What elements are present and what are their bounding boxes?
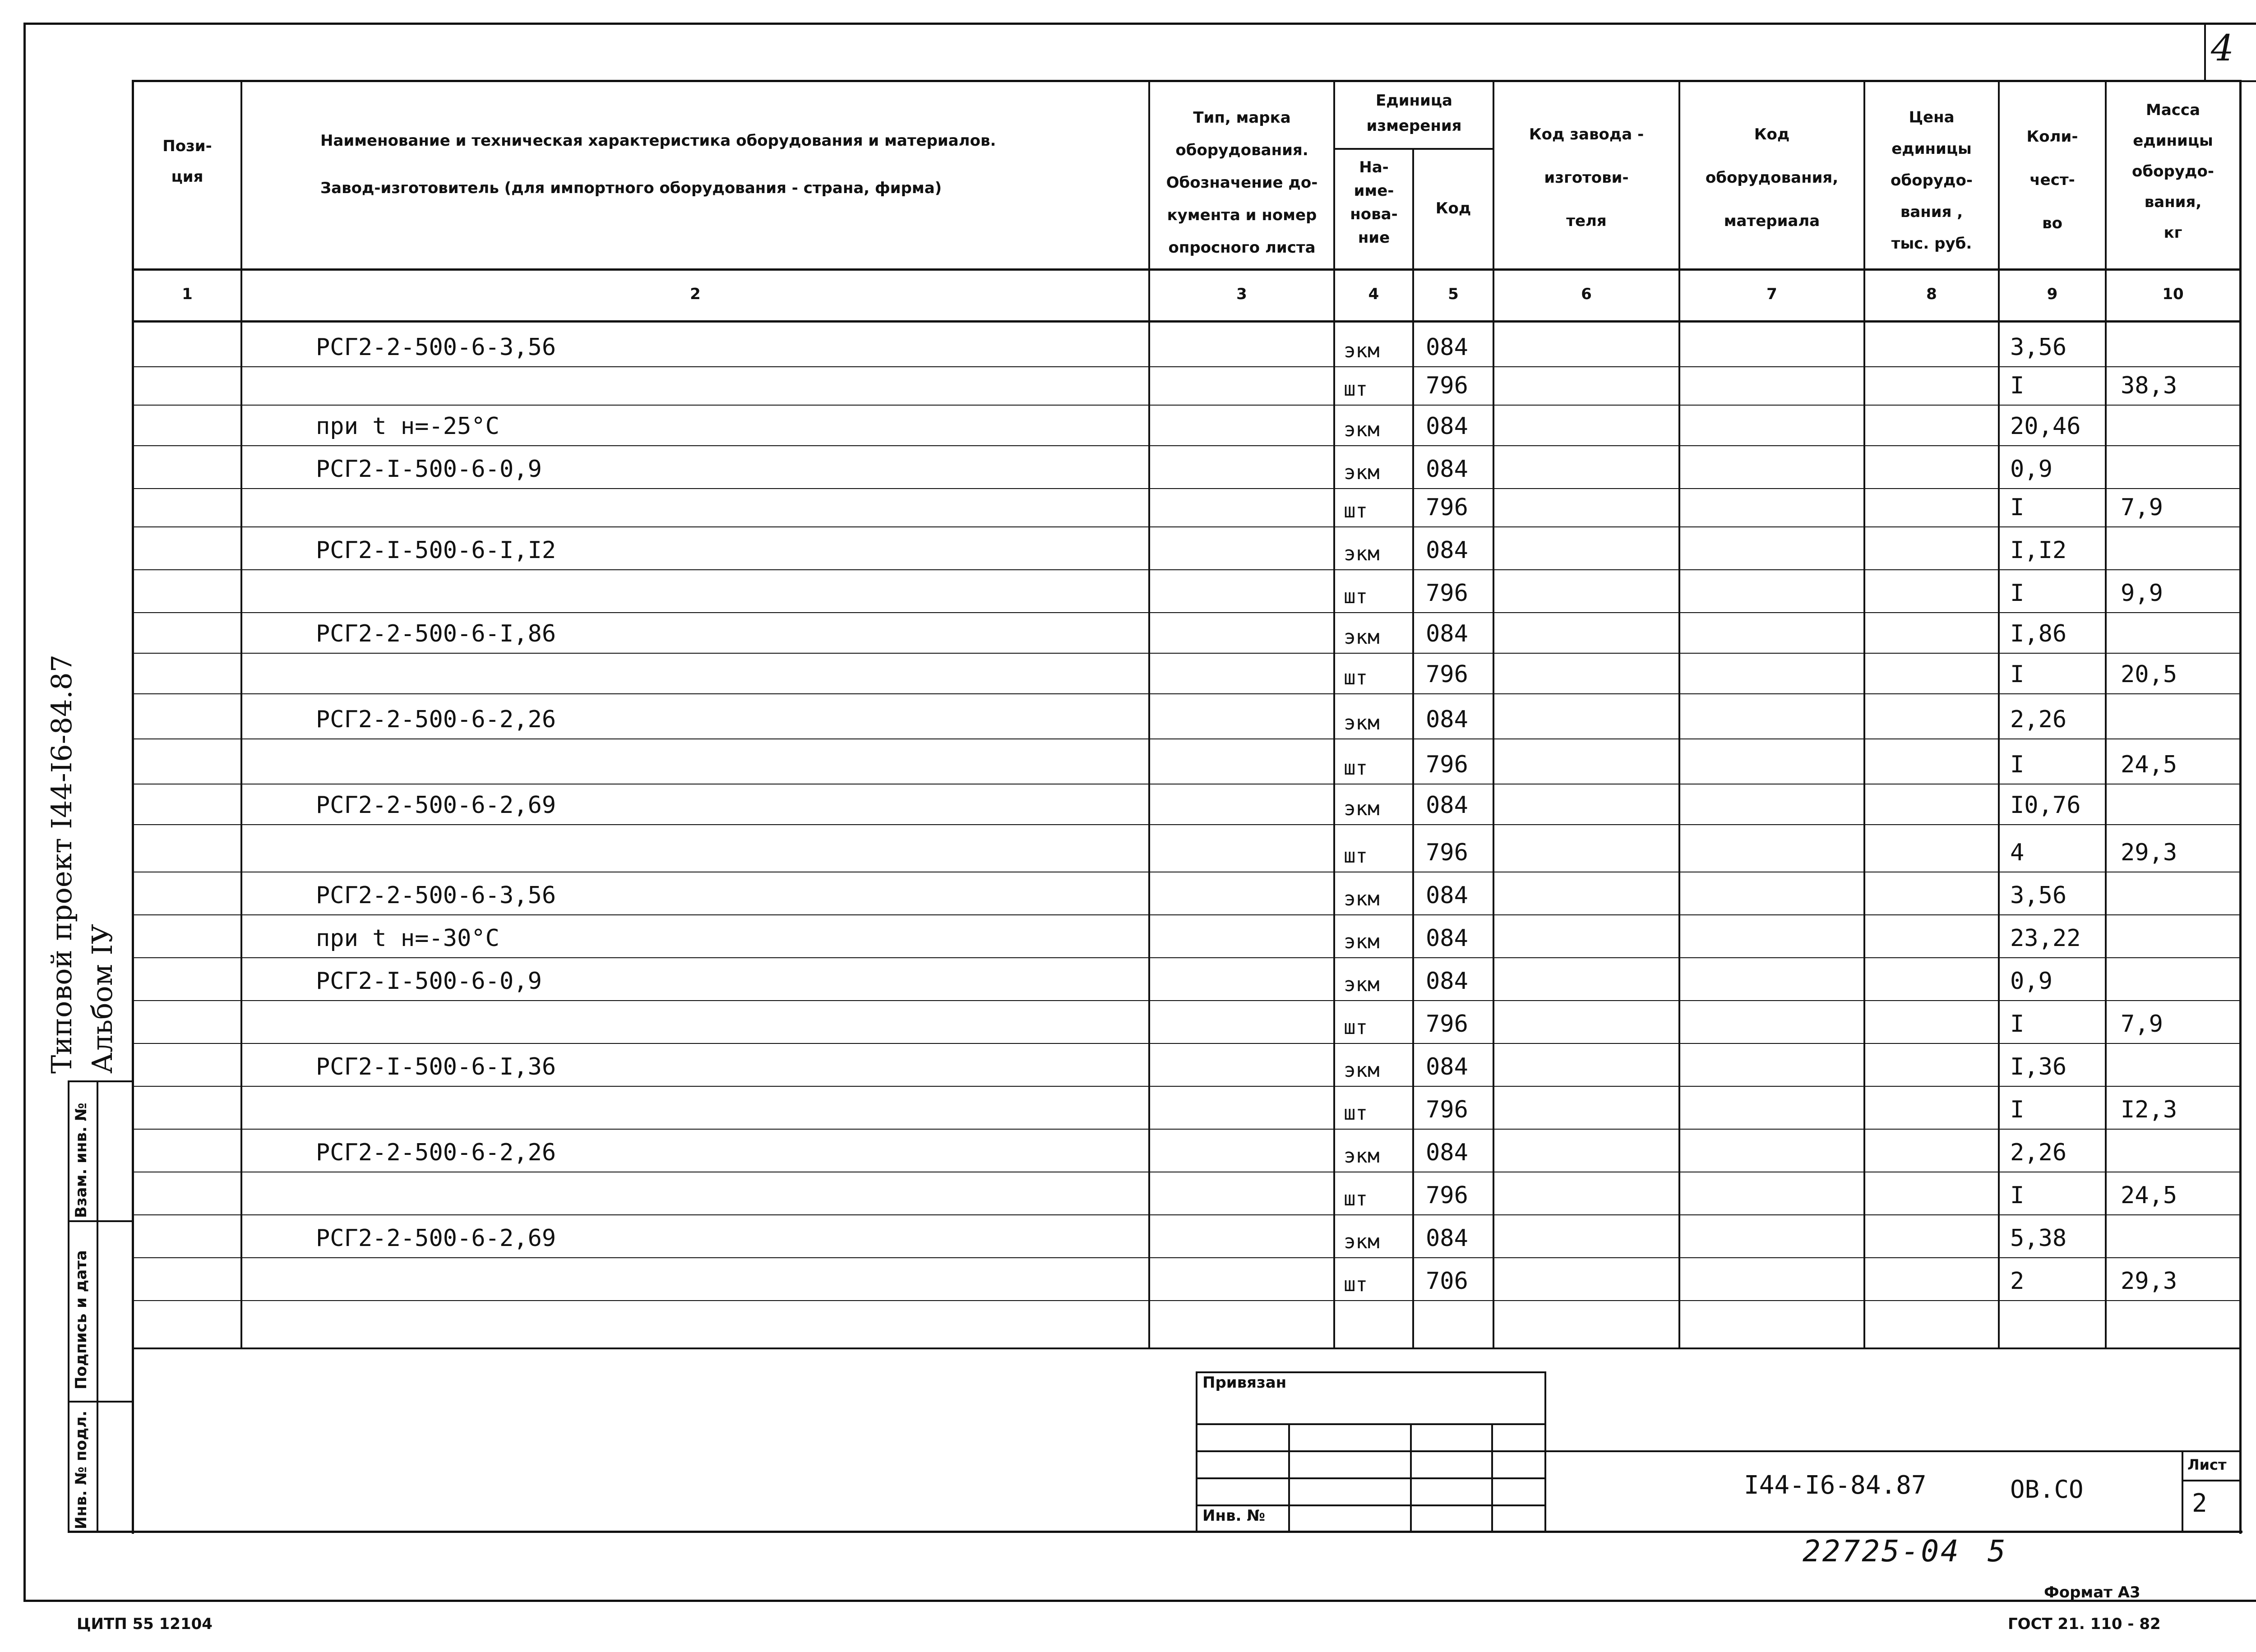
header-col8: Цена единицы оборудо- вания , тыс. руб. (1891, 108, 1973, 253)
row-qty: I,36 (2010, 1053, 2067, 1080)
row-name: РСГ2-I-500-6-I,36 (316, 1053, 556, 1080)
row-mass: 9,9 (2121, 580, 2163, 607)
row-qty: I (2010, 372, 2025, 399)
row-unit: шт (1344, 1187, 1368, 1210)
row-unit: шт (1344, 1273, 1368, 1296)
col-number-4: 4 (1368, 285, 1379, 303)
row-name: РСГ2-2-500-6-I,86 (316, 620, 556, 647)
row-unit: экм (1344, 339, 1380, 362)
row-unit: экм (1344, 973, 1380, 996)
row-code: 796 (1426, 1096, 1468, 1123)
row-code: 084 (1426, 706, 1468, 733)
row-mass: 29,3 (2121, 1268, 2177, 1295)
table-right (2239, 80, 2242, 1534)
row-separator (134, 824, 2239, 825)
row-separator (134, 957, 2239, 958)
row-unit: экм (1344, 1230, 1380, 1253)
col-number-3: 3 (1236, 285, 1247, 303)
row-unit: экм (1344, 887, 1380, 910)
list-value: 2 (2192, 1489, 2207, 1518)
bottom-frame-line (68, 1531, 2242, 1533)
row-unit: шт (1344, 585, 1368, 608)
row-code: 796 (1426, 1011, 1468, 1038)
podpis-data-label: Подпись и дата (72, 1250, 90, 1389)
row-name: РСГ2-2-500-6-2,69 (316, 792, 556, 819)
row-separator (134, 738, 2239, 739)
row-name: РСГ2-I-500-6-0,9 (316, 968, 542, 995)
row-separator (134, 1000, 2239, 1001)
row-qty: I,86 (2010, 620, 2067, 647)
header-col6: Код завода - изготови- теля (1529, 125, 1644, 230)
row-unit: шт (1344, 757, 1368, 780)
row-unit: шт (1344, 499, 1368, 522)
row-code: 796 (1426, 839, 1468, 866)
col-number-9: 9 (2047, 285, 2058, 303)
row-code: 084 (1426, 537, 1468, 564)
format-label: Формат А3 (2044, 1583, 2140, 1601)
row-mass: 7,9 (2121, 1011, 2163, 1038)
row-qty: I (2010, 1011, 2025, 1038)
col-number-5: 5 (1448, 285, 1459, 303)
row-mass: I2,3 (2121, 1096, 2177, 1123)
col-number-2: 2 (690, 285, 701, 303)
header-col2-line1: Наименование и техническая характеристика оборудования и материалов. (320, 132, 996, 150)
header-col4: На- име- нова- ние (1350, 158, 1398, 247)
row-separator (134, 366, 2239, 367)
row-code: 796 (1426, 1182, 1468, 1209)
frame-bottom (23, 1600, 2256, 1602)
row-qty: I (2010, 1182, 2025, 1209)
album-vertical: Альбом IУ (86, 924, 119, 1074)
row-separator (134, 1257, 2239, 1258)
row-unit: экм (1344, 418, 1380, 441)
row-code: 084 (1426, 334, 1468, 361)
project-title-vertical: Типовой проект I44-I6-84.87 (45, 654, 78, 1074)
row-separator (134, 526, 2239, 527)
frame-top (23, 23, 2256, 25)
row-unit: экм (1344, 797, 1380, 820)
header-col5: Код (1435, 199, 1471, 217)
row-name: при t н=-30°C (316, 925, 499, 952)
row-code: 084 (1426, 620, 1468, 647)
doc-code: I44-I6-84.87 (1744, 1471, 1927, 1500)
inv-podl-label: Инв. № подл. (72, 1410, 90, 1529)
vzam-inv-label: Взам. инв. № (72, 1103, 90, 1218)
row-unit: шт (1344, 1016, 1368, 1039)
row-unit: шт (1344, 666, 1368, 689)
col-number-6: 6 (1581, 285, 1592, 303)
row-qty: I0,76 (2010, 792, 2081, 819)
row-qty: 20,46 (2010, 413, 2081, 440)
row-name: при t н=-25°C (316, 413, 499, 440)
header-col2-line2: Завод-изготовитель (для импортного оборудования - страна, фирма) (320, 179, 942, 197)
row-code: 084 (1426, 792, 1468, 819)
row-code: 084 (1426, 413, 1468, 440)
row-qty: I (2010, 661, 2025, 688)
row-separator (134, 488, 2239, 489)
row-qty: I,I2 (2010, 537, 2067, 564)
row-separator (134, 693, 2239, 694)
header-col9: Коли- чест- во (2026, 128, 2078, 232)
row-code: 796 (1426, 494, 1468, 521)
row-separator (134, 405, 2239, 406)
row-code: 084 (1426, 1139, 1468, 1166)
row-code: 084 (1426, 882, 1468, 909)
row-unit: экм (1344, 1144, 1380, 1167)
row-qty: 3,56 (2010, 334, 2067, 361)
row-unit: экм (1344, 626, 1380, 649)
frame-left (23, 23, 26, 1601)
table-top (132, 80, 2242, 82)
row-code: 084 (1426, 1225, 1468, 1252)
row-qty: I (2010, 494, 2025, 521)
footer-left: ЦИТП 55 12104 (77, 1615, 213, 1633)
row-qty: 2,26 (2010, 706, 2067, 733)
row-name: РСГ2-2-500-6-2,69 (316, 1225, 556, 1252)
row-mass: 38,3 (2121, 372, 2177, 399)
row-mass: 7,9 (2121, 494, 2163, 521)
row-name: РСГ2-I-500-6-0,9 (316, 456, 542, 483)
row-separator (134, 1214, 2239, 1215)
row-unit: экм (1344, 542, 1380, 565)
row-unit: экм (1344, 1059, 1380, 1082)
row-separator (134, 653, 2239, 654)
row-unit: экм (1344, 711, 1380, 734)
row-code: 706 (1426, 1268, 1468, 1295)
header-col3: Тип, марка оборудования. Обозначение до- кумента и номер опросного листа (1166, 109, 1318, 257)
header-col45: Единица измерения (1366, 92, 1462, 135)
row-qty: 23,22 (2010, 925, 2081, 952)
row-qty: 3,56 (2010, 882, 2067, 909)
row-name: РСГ2-2-500-6-2,26 (316, 706, 556, 733)
row-qty: 4 (2010, 839, 2025, 866)
row-unit: шт (1344, 844, 1368, 868)
header-col1: Пози- ция (162, 137, 212, 186)
row-name: РСГ2-2-500-6-3,56 (316, 882, 556, 909)
archive-sheet: 5 (1988, 1534, 2006, 1569)
list-label: Лист (2187, 1456, 2227, 1473)
row-code: 796 (1426, 751, 1468, 778)
row-unit: шт (1344, 1102, 1368, 1125)
privyazan-label: Привязан (1202, 1374, 1287, 1392)
row-qty: I (2010, 751, 2025, 778)
row-qty: 0,9 (2010, 456, 2053, 483)
row-name: РСГ2-2-500-6-2,26 (316, 1139, 556, 1166)
row-mass: 24,5 (2121, 751, 2177, 778)
row-mass: 29,3 (2121, 839, 2177, 866)
row-separator (134, 914, 2239, 915)
row-code: 796 (1426, 580, 1468, 607)
inv-no-label: Инв. № (1202, 1507, 1266, 1525)
row-unit: экм (1344, 461, 1380, 484)
row-separator (134, 1086, 2239, 1087)
row-mass: 24,5 (2121, 1182, 2177, 1209)
row-name: РСГ2-2-500-6-3,56 (316, 334, 556, 361)
archive-number: 22725-04 (1803, 1534, 1960, 1569)
row-unit: экм (1344, 930, 1380, 953)
row-qty: 2 (2010, 1268, 2025, 1295)
row-code: 084 (1426, 968, 1468, 995)
row-separator (134, 612, 2239, 613)
row-code: 084 (1426, 1053, 1468, 1080)
row-qty: 5,38 (2010, 1225, 2067, 1252)
sheet-corner-number: 4 (2211, 27, 2234, 69)
header-col7: Код оборудования, материала (1705, 125, 1839, 230)
row-separator (134, 1300, 2239, 1301)
col-number-1: 1 (182, 285, 193, 303)
row-qty: I (2010, 1096, 2025, 1123)
row-code: 084 (1426, 456, 1468, 483)
row-code: 796 (1426, 372, 1468, 399)
col-number-8: 8 (1926, 285, 1937, 303)
header-col10: Масса единицы оборудо- вания, кг (2132, 101, 2214, 242)
row-separator (134, 445, 2239, 446)
row-separator (134, 1043, 2239, 1044)
row-qty: 2,26 (2010, 1139, 2067, 1166)
row-name: РСГ2-I-500-6-I,I2 (316, 537, 556, 564)
col-number-10: 10 (2162, 285, 2184, 303)
row-unit: шт (1344, 378, 1368, 401)
row-code: 084 (1426, 925, 1468, 952)
row-mass: 20,5 (2121, 661, 2177, 688)
row-qty: I (2010, 580, 2025, 607)
row-qty: 0,9 (2010, 968, 2053, 995)
col-number-7: 7 (1766, 285, 1777, 303)
row-separator (134, 1129, 2239, 1130)
row-code: 796 (1426, 661, 1468, 688)
row-separator (134, 569, 2239, 570)
doc-mark: ОВ.СО (2010, 1475, 2084, 1504)
footer-right: ГОСТ 21. 110 - 82 (2008, 1615, 2161, 1633)
